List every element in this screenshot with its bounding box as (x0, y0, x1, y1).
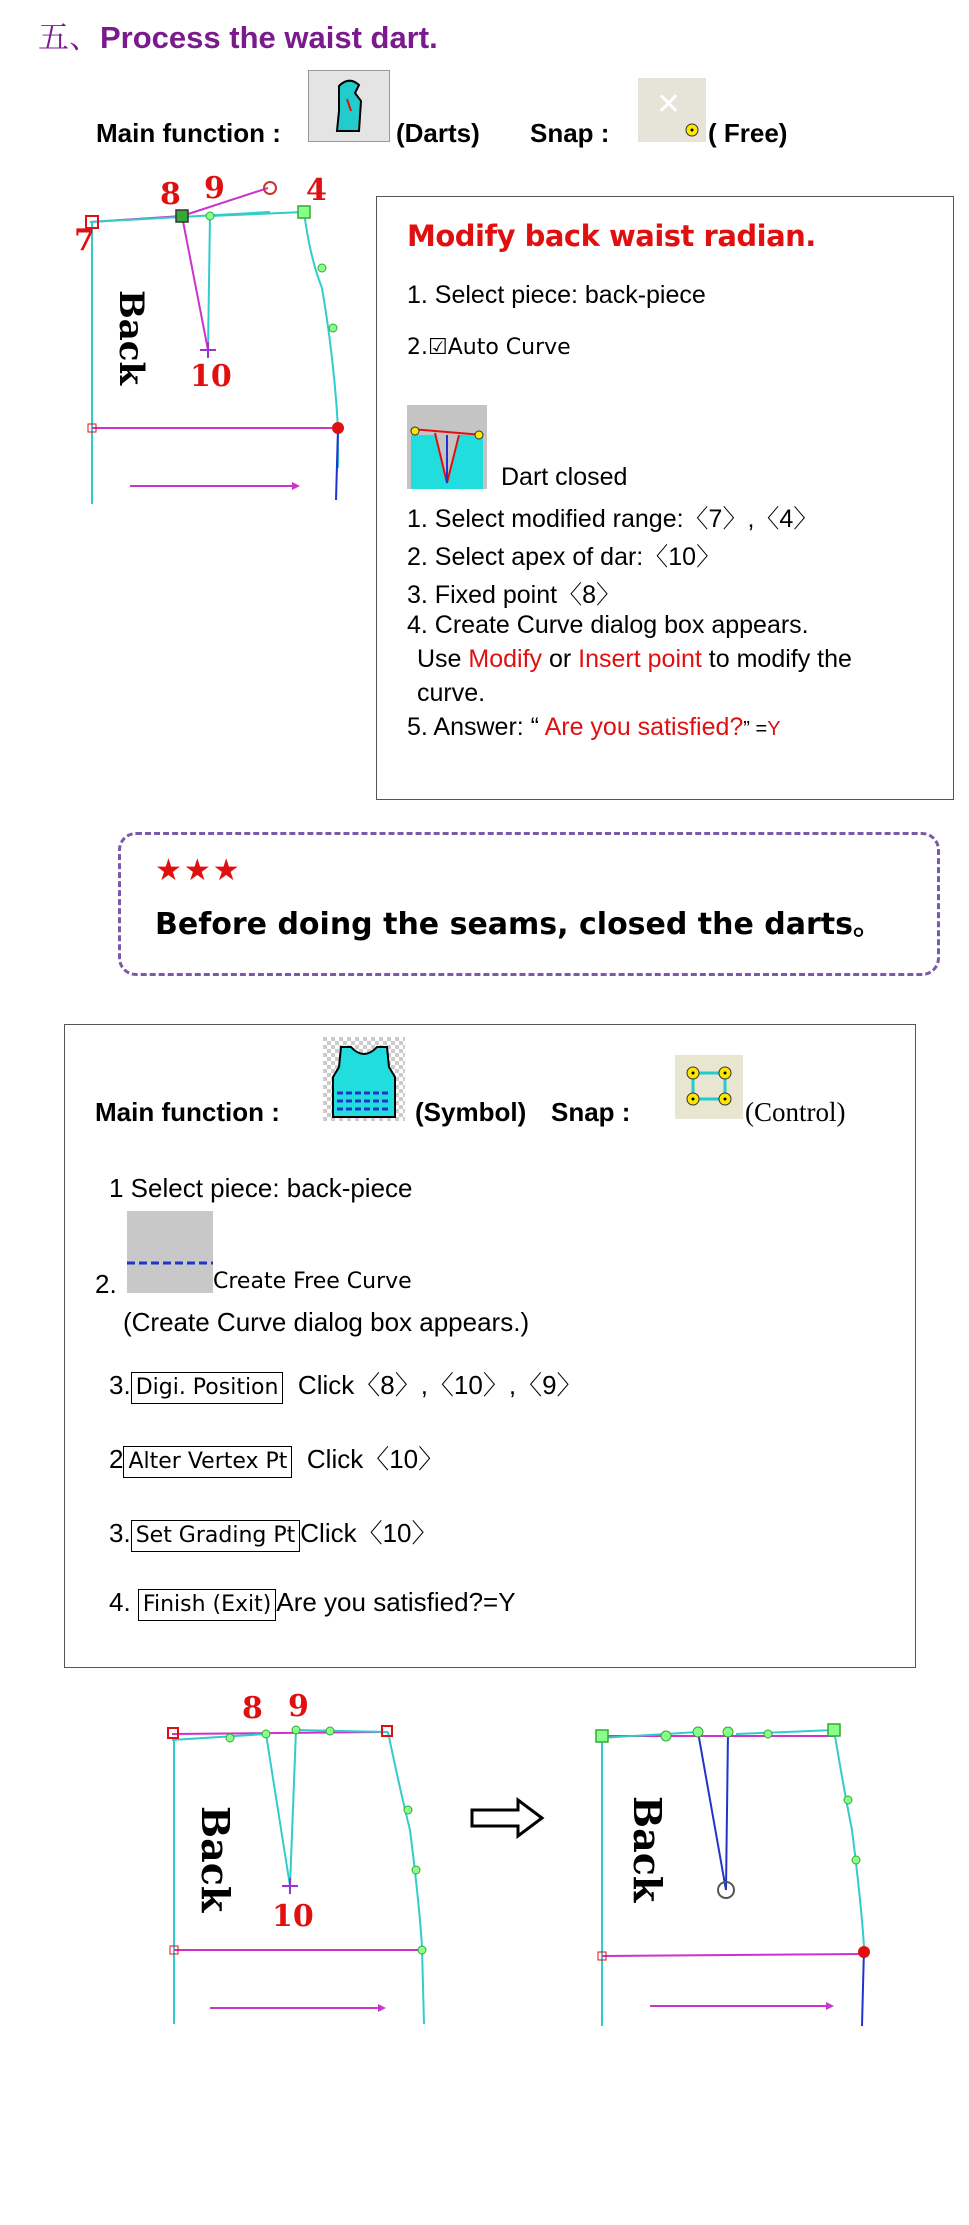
callout-text: Before doing the seams, closed the darts。 (155, 907, 883, 942)
point-label-8: 8 (160, 177, 181, 212)
main-function-label: Main function : (96, 118, 281, 148)
answer-value: Y (767, 718, 781, 740)
row-instruction: Click〈8〉,〈10〉,〈9〉 (297, 1370, 583, 1400)
back-piece-diagram-dart-open (150, 1680, 450, 2030)
point-label-8: 8 (242, 1691, 263, 1726)
snap-label: Snap : (530, 118, 610, 148)
step-dialog: 4. Create Curve dialog box appears. (407, 611, 809, 639)
dart-closed-label: Dart closed (501, 463, 628, 491)
row-alter-vertex (109, 1439, 444, 1478)
row-finish (109, 1587, 516, 1621)
darts-tool-icon[interactable] (308, 70, 390, 142)
back-piece-diagram-dart-closed (586, 1680, 896, 2030)
snap-control-name: (Control) (745, 1097, 846, 1127)
section-number: 五、 (38, 20, 100, 56)
step-fixed-point: 3. Fixed point〈8〉 (407, 581, 621, 609)
modify-waist-panel (376, 196, 954, 800)
point-label-10: 10 (190, 359, 232, 394)
point-label-7: 7 (74, 223, 95, 258)
row-number: 3. (109, 1518, 131, 1548)
text-rest: to modify the (701, 645, 852, 673)
row-set-grading (109, 1513, 438, 1552)
darts-note-callout (118, 832, 940, 976)
darts-function-name: (Darts) (396, 118, 480, 148)
row-number: 2 (109, 1444, 124, 1474)
answer-eq: ” = (743, 718, 768, 740)
set-grading-pt-button[interactable]: Set Grading Pt (131, 1520, 301, 1552)
digi-position-button[interactable]: Digi. Position (131, 1372, 284, 1404)
symbol-tool-icon[interactable] (323, 1037, 405, 1121)
step-answer (407, 713, 781, 742)
row-number: 3. (109, 1370, 131, 1400)
text-insert-point: Insert point (578, 645, 702, 673)
dart-closed-tool-icon[interactable] (407, 405, 487, 489)
text-or: or (542, 645, 579, 673)
text-use: Use (417, 645, 469, 673)
transition-arrow-icon (470, 1796, 546, 1840)
row-instruction: Click〈10〉 (306, 1444, 445, 1474)
step2-number: 2. (95, 1269, 117, 1299)
answer-question: Are you satisfied? (544, 713, 744, 741)
snap-control-icon[interactable] (675, 1055, 743, 1119)
piece-label-back: Back (193, 1806, 238, 1913)
finish-exit-button[interactable]: Finish (Exit) (138, 1589, 276, 1621)
answer-prefix: 5. Answer: “ (407, 713, 545, 741)
row-instruction: Are you satisfied?=Y (276, 1587, 516, 1617)
panel-heading: Modify back waist radian. (407, 219, 816, 253)
step-auto-curve: 2.☑Auto Curve (407, 335, 571, 360)
point-label-9: 9 (288, 1689, 309, 1724)
snap-free-icon[interactable] (638, 78, 706, 142)
create-free-curve-icon[interactable] (127, 1211, 213, 1293)
symbol-panel (64, 1024, 916, 1668)
piece-label-back: Back (111, 290, 151, 386)
back-piece-diagram-before (60, 168, 360, 508)
create-free-curve-label: Create Free Curve (213, 1269, 412, 1294)
row-digi-position (109, 1365, 583, 1404)
piece-label-back: Back (625, 1796, 670, 1903)
point-label-4: 4 (306, 173, 327, 208)
step-apex: 2. Select apex of dar:〈10〉 (407, 543, 722, 571)
section-title-text: Process the waist dart. (100, 20, 438, 55)
step-modify-note (417, 645, 852, 674)
svg-text:✕: ✕ (656, 87, 682, 122)
step-curve: curve. (417, 679, 486, 707)
section-title (38, 12, 438, 57)
panel2-snap-label: Snap : (551, 1097, 631, 1127)
row-instruction: Click〈10〉 (300, 1518, 438, 1548)
panel2-main-function-label: Main function : (95, 1097, 280, 1127)
step2-note: (Create Curve dialog box appears.) (123, 1307, 530, 1337)
alter-vertex-pt-button[interactable]: Alter Vertex Pt (123, 1446, 292, 1478)
step-modified-range: 1. Select modified range:〈7〉,〈4〉 (407, 505, 819, 533)
callout-stars: ★★★ (155, 853, 242, 888)
symbol-function-name: (Symbol) (415, 1097, 527, 1127)
text-modify: Modify (468, 645, 543, 673)
point-label-9: 9 (204, 171, 225, 206)
panel2-step-select-piece: 1 Select piece: back-piece (109, 1173, 413, 1203)
point-label-10: 10 (272, 1899, 314, 1934)
snap-free-name: ( Free) (708, 118, 788, 148)
row-number: 4. (109, 1587, 131, 1617)
step-select-piece: 1. Select piece: back-piece (407, 281, 706, 309)
